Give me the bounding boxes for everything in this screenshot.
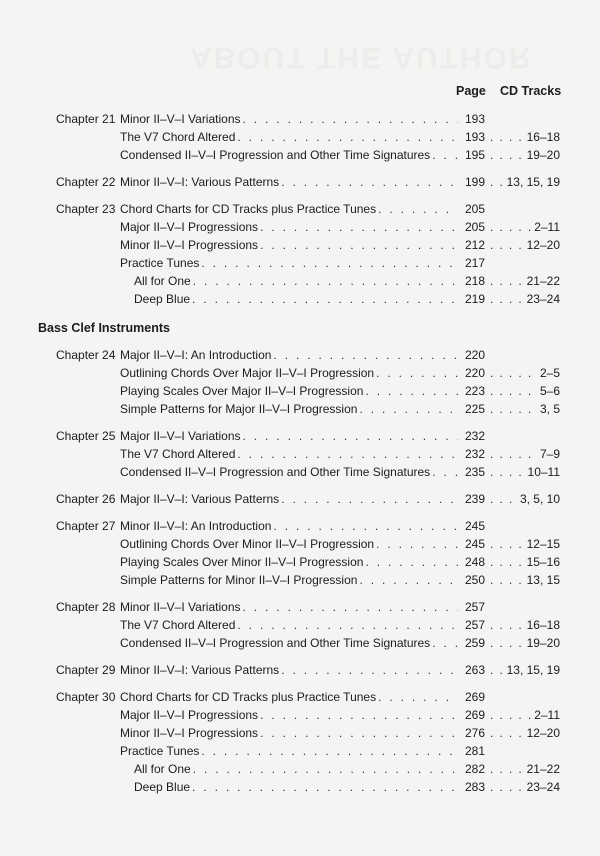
toc-entry-row xyxy=(0,364,600,382)
toc-chapter-row xyxy=(0,598,600,616)
page-number: 263 xyxy=(465,663,486,677)
entry-title-leader xyxy=(120,236,458,254)
toc-entry-row xyxy=(0,616,600,634)
cd-tracks-leader xyxy=(488,661,560,679)
dot-leader xyxy=(281,173,458,191)
page-number: 217 xyxy=(465,256,486,270)
cd-tracks: 12–15 xyxy=(526,537,560,551)
cd-tracks-leader xyxy=(488,382,560,400)
entry-title-leader xyxy=(120,200,458,218)
entry-title: Minor II–V–I: An Introduction xyxy=(120,519,272,533)
cd-tracks: 21–22 xyxy=(526,274,560,288)
entry-title-leader xyxy=(134,778,458,796)
chapter-label: Chapter 27 xyxy=(56,519,116,533)
track-dot-leader xyxy=(490,146,525,164)
entry-title-leader xyxy=(120,146,458,164)
entry-title-leader xyxy=(120,571,458,589)
cd-tracks-leader xyxy=(488,463,560,481)
toc-chapter-row xyxy=(0,490,600,508)
entry-title-leader xyxy=(120,688,458,706)
cd-tracks-leader xyxy=(488,218,560,236)
entry-title-leader xyxy=(120,742,458,760)
page-number: 245 xyxy=(465,519,486,533)
dot-leader xyxy=(237,445,458,463)
chapter-spacer xyxy=(0,508,600,517)
track-dot-leader xyxy=(490,616,525,634)
track-dot-leader xyxy=(490,463,526,481)
page-number: 257 xyxy=(465,618,486,632)
entry-title-leader xyxy=(134,272,458,290)
entry-title-leader xyxy=(120,661,458,679)
toc-entry-row xyxy=(0,760,600,778)
dot-leader xyxy=(432,463,458,481)
track-dot-leader xyxy=(490,553,525,571)
entry-title: Minor II–V–I: Various Patterns xyxy=(120,663,280,677)
track-dot-leader xyxy=(490,400,538,418)
track-dot-leader xyxy=(490,490,518,508)
cd-tracks-leader xyxy=(488,290,560,308)
entry-title: All for One xyxy=(134,762,191,776)
dot-leader xyxy=(281,490,458,508)
dot-leader xyxy=(193,760,458,778)
track-dot-leader xyxy=(490,571,525,589)
dot-leader xyxy=(243,110,459,128)
entry-title-leader xyxy=(120,616,458,634)
entry-title: Condensed II–V–I Progression and Other Time Signatures xyxy=(120,636,431,650)
entry-title: Playing Scales Over Major II–V–I Progression xyxy=(120,384,364,398)
dot-leader xyxy=(273,346,458,364)
entry-title-leader xyxy=(120,218,458,236)
entry-title-leader xyxy=(120,427,458,445)
cd-tracks-leader xyxy=(488,706,560,724)
cd-tracks: 10–11 xyxy=(527,465,560,479)
section-heading: Bass Clef Instruments xyxy=(38,321,170,335)
dot-leader xyxy=(359,400,458,418)
toc-chapter-row xyxy=(0,346,600,364)
cd-tracks-leader xyxy=(488,146,560,164)
toc-chapter-row xyxy=(0,661,600,679)
dot-leader xyxy=(376,364,458,382)
entry-title: All for One xyxy=(134,274,191,288)
toc-entry-row xyxy=(0,382,600,400)
entry-title-leader xyxy=(120,254,458,272)
entry-title: Simple Patterns for Minor II–V–I Progression xyxy=(120,573,358,587)
entry-title-leader xyxy=(120,128,458,146)
cd-tracks-column-label: CD Tracks xyxy=(500,84,562,98)
cd-tracks: 16–18 xyxy=(526,618,560,632)
toc-entry-row xyxy=(0,742,600,760)
track-dot-leader xyxy=(490,445,538,463)
toc-entry-row xyxy=(0,571,600,589)
track-dot-leader xyxy=(490,778,525,796)
cd-tracks: 19–20 xyxy=(526,148,560,162)
toc-entry-row xyxy=(0,706,600,724)
dot-leader xyxy=(201,742,458,760)
entry-title-leader xyxy=(120,346,458,364)
entry-title-leader xyxy=(134,760,458,778)
chapter-spacer xyxy=(0,652,600,661)
entry-title: Deep Blue xyxy=(134,292,191,306)
dot-leader xyxy=(193,272,458,290)
page-number: 232 xyxy=(465,447,486,461)
entry-title: Chord Charts for CD Tracks plus Practice Tunes xyxy=(120,202,377,216)
toc-entry-row xyxy=(0,463,600,481)
dot-leader xyxy=(359,571,458,589)
entry-title-leader xyxy=(120,535,458,553)
track-dot-leader xyxy=(490,364,538,382)
entry-title-leader xyxy=(120,445,458,463)
entry-title: The V7 Chord Altered xyxy=(120,447,236,461)
cd-tracks-leader xyxy=(488,173,560,191)
cd-tracks: 23–24 xyxy=(526,292,560,306)
cd-tracks-leader xyxy=(488,778,560,796)
entry-title-leader xyxy=(120,724,458,742)
entry-title-leader xyxy=(120,382,458,400)
cd-tracks: 5–6 xyxy=(539,384,560,398)
page-number: 239 xyxy=(465,492,486,506)
cd-tracks-leader xyxy=(488,760,560,778)
page-number: 281 xyxy=(465,744,486,758)
toc-entry-row xyxy=(0,218,600,236)
page-number: 235 xyxy=(465,465,486,479)
page-number: 257 xyxy=(465,600,486,614)
track-dot-leader xyxy=(490,272,525,290)
dot-leader xyxy=(273,517,458,535)
dot-leader xyxy=(260,724,458,742)
page-number: 220 xyxy=(465,348,486,362)
entry-title: The V7 Chord Altered xyxy=(120,618,236,632)
dot-leader xyxy=(243,598,459,616)
entry-title-leader xyxy=(120,553,458,571)
cd-tracks: 15–16 xyxy=(526,555,560,569)
chapter-spacer xyxy=(0,418,600,427)
cd-tracks: 23–24 xyxy=(526,780,560,794)
entry-title-leader xyxy=(134,290,458,308)
track-dot-leader xyxy=(490,236,525,254)
cd-tracks-leader xyxy=(488,553,560,571)
dot-leader xyxy=(378,688,458,706)
toc-chapter-row xyxy=(0,173,600,191)
page-number: 195 xyxy=(465,148,486,162)
cd-tracks-leader xyxy=(488,272,560,290)
dot-leader xyxy=(365,553,458,571)
page-number: 282 xyxy=(465,762,486,776)
page-number: 193 xyxy=(465,130,486,144)
entry-title: Outlining Chords Over Major II–V–I Progression xyxy=(120,366,375,380)
entry-title: Chord Charts for CD Tracks plus Practice Tunes xyxy=(120,690,377,704)
track-dot-leader xyxy=(490,661,505,679)
entry-title: Minor II–V–I Progressions xyxy=(120,238,259,252)
track-dot-leader xyxy=(490,128,525,146)
cd-tracks: 3, 5, 10 xyxy=(519,492,560,506)
cd-tracks: 12–20 xyxy=(526,238,560,252)
chapter-label: Chapter 24 xyxy=(56,348,116,362)
entry-title: Major II–V–I: Various Patterns xyxy=(120,492,280,506)
toc-entry-row xyxy=(0,254,600,272)
toc-entry-row xyxy=(0,535,600,553)
cd-tracks-leader xyxy=(488,445,560,463)
track-dot-leader xyxy=(490,173,505,191)
chapter-label: Chapter 23 xyxy=(56,202,116,216)
dot-leader xyxy=(432,634,458,652)
track-dot-leader xyxy=(490,724,525,742)
entry-title-leader xyxy=(120,517,458,535)
dot-leader xyxy=(260,236,458,254)
toc-entry-row xyxy=(0,724,600,742)
toc-chapter-row xyxy=(0,688,600,706)
entry-title: Major II–V–I Progressions xyxy=(120,708,259,722)
cd-tracks-leader xyxy=(488,236,560,254)
cd-tracks-leader xyxy=(488,634,560,652)
track-dot-leader xyxy=(490,382,538,400)
entry-title: Minor II–V–I Variations xyxy=(120,600,241,614)
dot-leader xyxy=(365,382,458,400)
cd-tracks: 12–20 xyxy=(526,726,560,740)
page-number: 193 xyxy=(465,112,486,126)
dot-leader xyxy=(281,661,458,679)
entry-title: Minor II–V–I: Various Patterns xyxy=(120,175,280,189)
entry-title: Major II–V–I Variations xyxy=(120,429,241,443)
cd-tracks: 7–9 xyxy=(539,447,560,461)
entry-title-leader xyxy=(120,634,458,652)
chapter-label: Chapter 30 xyxy=(56,690,116,704)
cd-tracks-leader xyxy=(488,364,560,382)
cd-tracks: 19–20 xyxy=(526,636,560,650)
entry-title-leader xyxy=(120,598,458,616)
cd-tracks-leader xyxy=(488,535,560,553)
chapter-spacer xyxy=(0,191,600,200)
toc-chapter-row xyxy=(0,200,600,218)
dot-leader xyxy=(260,218,458,236)
entry-title-leader xyxy=(120,173,458,191)
page-number: 232 xyxy=(465,429,486,443)
chapter-label: Chapter 25 xyxy=(56,429,116,443)
page-number: 269 xyxy=(465,690,486,704)
entry-title: Deep Blue xyxy=(134,780,191,794)
cd-tracks: 2–11 xyxy=(534,708,560,722)
toc-entry-row xyxy=(0,778,600,796)
page-number: 223 xyxy=(465,384,486,398)
entry-title-leader xyxy=(120,463,458,481)
dot-leader xyxy=(201,254,458,272)
page-number: 250 xyxy=(465,573,486,587)
chapter-label: Chapter 26 xyxy=(56,492,116,506)
toc-entry-row xyxy=(0,146,600,164)
toc-entry-row xyxy=(0,290,600,308)
toc-chapter-row xyxy=(0,110,600,128)
cd-tracks: 13, 15, 19 xyxy=(506,663,560,677)
dot-leader xyxy=(260,706,458,724)
entry-title-leader xyxy=(120,364,458,382)
dot-leader xyxy=(237,616,458,634)
chapter-label: Chapter 28 xyxy=(56,600,116,614)
track-dot-leader xyxy=(490,634,525,652)
toc-chapter-row xyxy=(0,427,600,445)
cd-tracks: 2–5 xyxy=(539,366,560,380)
cd-tracks: 16–18 xyxy=(526,130,560,144)
chapter-label: Chapter 21 xyxy=(56,112,116,126)
cd-tracks-leader xyxy=(488,400,560,418)
chapter-spacer xyxy=(0,481,600,490)
entry-title: Outlining Chords Over Minor II–V–I Progression xyxy=(120,537,375,551)
chapter-spacer xyxy=(0,589,600,598)
toc-entry-row xyxy=(0,634,600,652)
cd-tracks: 13, 15 xyxy=(526,573,560,587)
toc-chapter-row xyxy=(0,517,600,535)
entry-title: Minor II–V–I Variations xyxy=(120,112,241,126)
page-number: 259 xyxy=(465,636,486,650)
entry-title-leader xyxy=(120,490,458,508)
cd-tracks: 2–11 xyxy=(534,220,560,234)
page-number: 219 xyxy=(465,292,486,306)
track-dot-leader xyxy=(490,706,532,724)
track-dot-leader xyxy=(490,290,525,308)
entry-title: Minor II–V–I Progressions xyxy=(120,726,259,740)
page-number: 283 xyxy=(465,780,486,794)
dot-leader xyxy=(378,200,458,218)
cd-tracks: 21–22 xyxy=(526,762,560,776)
dot-leader xyxy=(376,535,458,553)
chapter-spacer xyxy=(0,164,600,173)
entry-title: The V7 Chord Altered xyxy=(120,130,236,144)
page-number: 248 xyxy=(465,555,486,569)
cd-tracks-leader xyxy=(488,128,560,146)
toc-entry-row xyxy=(0,445,600,463)
dot-leader xyxy=(237,128,458,146)
entry-title: Playing Scales Over Minor II–V–I Progression xyxy=(120,555,364,569)
cd-tracks-leader xyxy=(488,490,560,508)
toc-entry-row xyxy=(0,236,600,254)
cd-tracks: 3, 5 xyxy=(539,402,560,416)
entry-title: Condensed II–V–I Progression and Other Time Signatures xyxy=(120,465,431,479)
page-number: 212 xyxy=(465,238,486,252)
chapter-label: Chapter 22 xyxy=(56,175,116,189)
cd-tracks-leader xyxy=(488,571,560,589)
toc-entry-row xyxy=(0,553,600,571)
dot-leader xyxy=(432,146,458,164)
page-number: 205 xyxy=(465,220,486,234)
entry-title: Practice Tunes xyxy=(120,744,200,758)
entry-title: Practice Tunes xyxy=(120,256,200,270)
page-number: 220 xyxy=(465,366,486,380)
page-column-label: Page xyxy=(456,84,486,98)
track-dot-leader xyxy=(490,218,532,236)
entry-title: Simple Patterns for Major II–V–I Progression xyxy=(120,402,358,416)
entry-title-leader xyxy=(120,400,458,418)
toc-entry-row xyxy=(0,400,600,418)
page-number: 199 xyxy=(465,175,486,189)
entry-title: Major II–V–I Progressions xyxy=(120,220,259,234)
entry-title: Major II–V–I: An Introduction xyxy=(120,348,272,362)
toc-entry-row xyxy=(0,128,600,146)
dot-leader xyxy=(192,778,458,796)
dot-leader xyxy=(192,290,458,308)
entry-title-leader xyxy=(120,110,458,128)
page-number: 225 xyxy=(465,402,486,416)
chapter-spacer xyxy=(0,679,600,688)
page-number: 218 xyxy=(465,274,486,288)
page-number: 205 xyxy=(465,202,486,216)
dot-leader xyxy=(243,427,459,445)
track-dot-leader xyxy=(490,760,525,778)
page-number: 276 xyxy=(465,726,486,740)
bleed-through-text: ABOUT THE AUTHOR xyxy=(190,41,533,74)
cd-tracks: 13, 15, 19 xyxy=(506,175,560,189)
toc-entry-row xyxy=(0,272,600,290)
page-number: 245 xyxy=(465,537,486,551)
chapter-label: Chapter 29 xyxy=(56,663,116,677)
table-of-contents xyxy=(0,110,600,796)
track-dot-leader xyxy=(490,535,525,553)
cd-tracks-leader xyxy=(488,724,560,742)
page-number: 269 xyxy=(465,708,486,722)
entry-title: Condensed II–V–I Progression and Other Time Signatures xyxy=(120,148,431,162)
entry-title-leader xyxy=(120,706,458,724)
cd-tracks-leader xyxy=(488,616,560,634)
